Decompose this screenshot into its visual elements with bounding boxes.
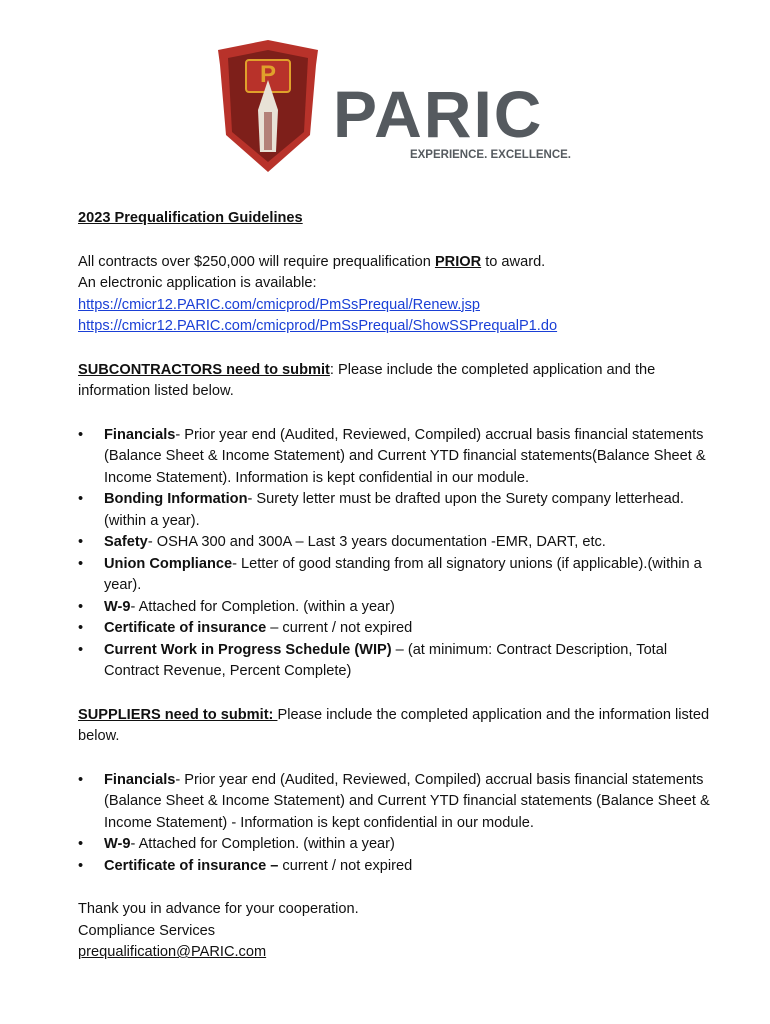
subcontractors-list <box>78 425 718 683</box>
subcontractors-heading: SUBCONTRACTORS need to submit <box>78 361 330 378</box>
email-link[interactable]: prequalification@PARIC.com <box>78 944 267 960</box>
intro-paragraph <box>78 252 718 274</box>
item-label: Certificate of insurance – <box>104 857 279 874</box>
list-item <box>78 640 718 683</box>
subcontractors-intro <box>78 360 718 403</box>
paric-logo <box>198 40 578 180</box>
item-text: - Attached for Completion. (within a year) <box>130 598 395 615</box>
prequal-link[interactable]: https://cmicr12.PARIC.com/cmicprod/PmSsPrequal/ShowSSPrequalP1.do <box>78 318 558 334</box>
item-text: – current / not expired <box>266 620 413 636</box>
suppliers-list <box>78 770 718 878</box>
document-title: 2023 Prequalification Guidelines <box>78 210 303 226</box>
item-label: Current Work in Progress Schedule (WIP) <box>104 641 392 658</box>
intro-text-before: All contracts over $250,000 will require prequalification <box>78 253 435 270</box>
signature-line: Compliance Services <box>78 922 216 939</box>
intro-prior: PRIOR <box>434 253 482 270</box>
suppliers-text: Please include the completed application and the information listed below. <box>78 706 710 744</box>
item-text: – (at minimum: Contract Description, Total Contract Revenue, Percent Complete) <box>104 641 668 679</box>
item-label: W-9 <box>104 836 131 852</box>
shield-icon <box>218 40 318 172</box>
paric-logo-graphic <box>198 40 578 180</box>
item-text: current / not expired <box>278 857 413 874</box>
list-item <box>78 554 718 597</box>
renew-link[interactable]: https://cmicr12.PARIC.com/cmicprod/PmSsPrequal/Renew.jsp <box>78 296 481 313</box>
item-label: W-9 <box>104 598 131 615</box>
item-label: Financials <box>104 771 176 788</box>
suppliers-intro <box>78 705 718 748</box>
list-item <box>78 834 718 856</box>
list-item <box>78 489 718 532</box>
shield-letter: P <box>259 61 277 88</box>
item-text: - Prior year end (Audited, Reviewed, Compiled) accrual basis financial statements (Balance Sheet & Income Statement) and Current YTD financial statements (Balance Sheet & Income Statement) - Information is kept confidential in our module. <box>104 771 710 831</box>
suppliers-heading: SUPPLIERS need to submit: <box>78 706 278 723</box>
item-label: Financials <box>104 426 176 443</box>
item-text: - Prior year end (Audited, Reviewed, Compiled) accrual basis financial statements (Balance Sheet & Income Statement) and Current YTD financial statements(Balance Sheet & Income Statement). Information is kept confidential in our module. <box>104 426 706 486</box>
thanks-line: Thank you in advance for your cooperation. <box>78 901 359 917</box>
intro-text-after: to award. <box>481 253 546 270</box>
subcontractors-text: : Please include the completed application and the information listed below. <box>78 361 656 399</box>
list-item <box>78 597 718 619</box>
item-label: Union Compliance <box>104 555 233 572</box>
item-text: - Attached for Completion. (within a year) <box>130 836 395 852</box>
application-line: An electronic application is available: <box>78 275 317 291</box>
list-item <box>78 532 718 554</box>
item-text: - OSHA 300 and 300A – Last 3 years documentation -EMR, DART, etc. <box>147 534 606 550</box>
item-text: - Letter of good standing from all signatory unions (if applicable).(within a year). <box>104 555 702 593</box>
list-item <box>78 425 718 490</box>
wordmark: PARIC <box>333 77 544 151</box>
list-item <box>78 618 718 640</box>
item-text: - Surety letter must be drafted upon the Surety company letterhead. (within a year). <box>104 491 684 529</box>
item-label: Safety <box>104 534 148 550</box>
item-label: Bonding Information <box>104 491 248 507</box>
tagline: EXPERIENCE. EXCELLENCE. <box>409 149 571 161</box>
list-item <box>78 856 718 878</box>
list-item <box>78 770 718 835</box>
document-body <box>78 208 718 964</box>
item-label: Certificate of insurance <box>104 620 267 636</box>
